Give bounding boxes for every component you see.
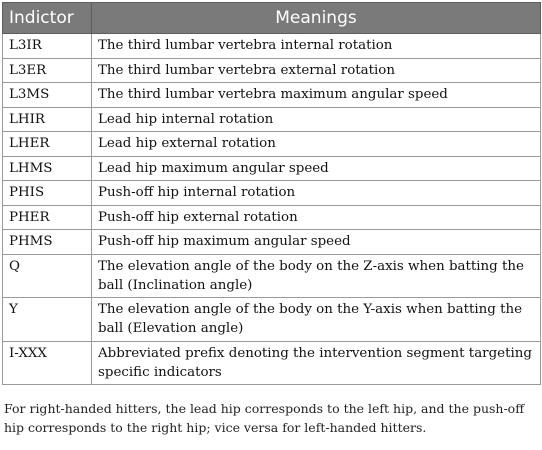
table-row — [3, 298, 541, 342]
meaning-cell: Lead hip external rotation — [92, 132, 541, 157]
indicator-cell: Q — [3, 254, 92, 298]
meaning-cell: Push-off hip external rotation — [92, 205, 541, 230]
indicator-cell: PHMS — [3, 230, 92, 255]
meaning-cell: The third lumbar vertebra internal rotation — [92, 34, 541, 59]
table-row — [3, 254, 541, 298]
table-row — [3, 58, 541, 83]
indicator-table — [2, 2, 541, 385]
meaning-cell: Lead hip internal rotation — [92, 107, 541, 132]
header-meanings: Meanings — [92, 3, 541, 34]
header-indicator: Indictor — [3, 3, 92, 34]
table-row — [3, 156, 541, 181]
meaning-cell: The third lumbar vertebra maximum angular speed — [92, 83, 541, 108]
indicator-cell: L3ER — [3, 58, 92, 83]
table-row — [3, 132, 541, 157]
indicator-cell: LHER — [3, 132, 92, 157]
meaning-cell: Abbreviated prefix denoting the intervention segment targeting specific indicators — [92, 341, 541, 385]
header-row — [3, 3, 541, 34]
indicator-cell: LHMS — [3, 156, 92, 181]
indicator-cell: PHER — [3, 205, 92, 230]
meaning-cell: Lead hip maximum angular speed — [92, 156, 541, 181]
meaning-cell: The elevation angle of the body on the Y-axis when batting the ball (Elevation angle) — [92, 298, 541, 342]
meaning-cell: The third lumbar vertebra external rotation — [92, 58, 541, 83]
table-row — [3, 34, 541, 59]
meaning-cell: Push-off hip maximum angular speed — [92, 230, 541, 255]
table-row — [3, 83, 541, 108]
indicator-cell: L3MS — [3, 83, 92, 108]
table-row — [3, 205, 541, 230]
table-header — [3, 3, 541, 34]
indicator-cell: I-XXX — [3, 341, 92, 385]
document — [2, 2, 540, 437]
indicator-cell: PHIS — [3, 181, 92, 206]
meaning-cell: The elevation angle of the body on the Z-axis when batting the ball (Inclination angle) — [92, 254, 541, 298]
meaning-cell: Push-off hip internal rotation — [92, 181, 541, 206]
table-row — [3, 107, 541, 132]
indicator-cell: L3IR — [3, 34, 92, 59]
indicator-cell: LHIR — [3, 107, 92, 132]
table-row — [3, 341, 541, 385]
table-body — [3, 34, 541, 385]
indicator-cell: Y — [3, 298, 92, 342]
table-row — [3, 181, 541, 206]
table-row — [3, 230, 541, 255]
table-footnote: For right-handed hitters, the lead hip corresponds to the left hip, and the push-off hip corresponds to the right hip; vice versa for left-handed hitters. — [4, 401, 525, 435]
